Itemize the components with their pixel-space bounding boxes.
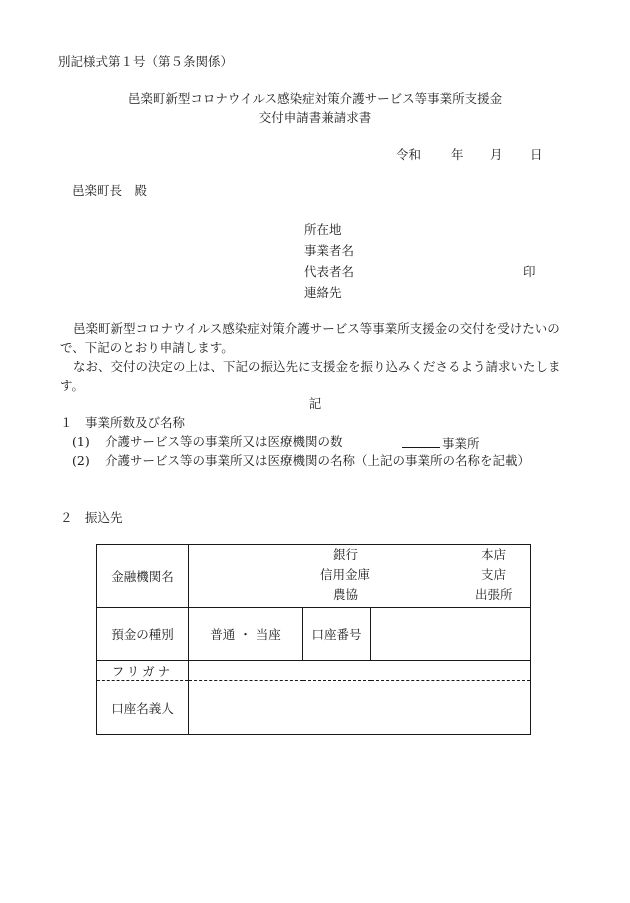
- account-type-label: 預金の種別: [97, 608, 189, 661]
- business-name-label: 事業者名: [304, 243, 355, 258]
- bank-row: [97, 545, 531, 608]
- holder-label: 口座名義人: [97, 681, 189, 735]
- account-number-label: 口座番号: [303, 608, 371, 661]
- bank-name-cell[interactable]: [189, 545, 531, 608]
- address-label: 所在地: [304, 222, 342, 237]
- seal-label: 印: [523, 264, 536, 279]
- bank-type-stack: [189, 545, 530, 607]
- furigana-field[interactable]: [189, 661, 531, 681]
- bank-type-nokyo: 農協: [333, 587, 359, 602]
- section1-item1-count: [402, 436, 480, 451]
- section1-item2-text: 介護サービス等の事業所又は医療機関の名称（上記の事業所の名称を記載）: [105, 453, 531, 468]
- holder-field[interactable]: [189, 681, 531, 735]
- count-unit: 事業所: [442, 436, 480, 451]
- holder-row: [97, 681, 531, 735]
- contact-label: 連絡先: [304, 285, 342, 300]
- section1-item1-text: 介護サービス等の事業所又は医療機関の数: [105, 434, 343, 449]
- body-paragraph-1: 邑楽町新型コロナウイルス感染症対策介護サービス等事業所支援金の交付を受けたいので、下記のとおり申請します。: [60, 321, 560, 355]
- addressee: 邑楽町長 殿: [72, 183, 148, 198]
- section1-heading: １ 事業所数及び名称: [60, 415, 186, 430]
- furigana-row: [97, 661, 531, 681]
- title-line-2: 交付申請書兼請求書: [258, 110, 372, 125]
- branch-type-main: 本店: [481, 547, 507, 562]
- bank-type-bank: 銀行: [333, 547, 359, 562]
- date-year: 年: [451, 147, 464, 162]
- count-blank: [402, 436, 440, 448]
- section1-item1-number: (1): [72, 434, 90, 449]
- account-type-row: [97, 608, 531, 661]
- section2-heading: ２ 振込先: [60, 510, 123, 525]
- date-era: 令和: [396, 147, 422, 162]
- furigana-label: フリガナ: [97, 661, 189, 681]
- form-label: 別記様式第１号（第５条関係）: [58, 54, 234, 69]
- branch-type-sub: 出張所: [475, 587, 513, 602]
- representative-label: 代表者名: [304, 264, 355, 279]
- bank-label: 金融機関名: [97, 545, 189, 608]
- ki-heading: 記: [308, 396, 322, 411]
- bank-transfer-table: [96, 544, 531, 735]
- title-line-1: 邑楽町新型コロナウイルス感染症対策介護サービス等事業所支援金: [127, 91, 503, 106]
- section1-item2-number: (2): [72, 453, 90, 468]
- date-month: 月: [490, 147, 503, 162]
- account-type-options[interactable]: 普通 ・ 当座: [189, 608, 303, 661]
- date-day: 日: [530, 147, 543, 162]
- branch-type-branch: 支店: [481, 567, 507, 582]
- body-paragraph-2: なお、交付の決定の上は、下記の振込先に支援金を振り込みくださるよう請求いたします。: [60, 359, 561, 393]
- bank-type-shinkin: 信用金庫: [320, 567, 371, 582]
- account-number-field[interactable]: [371, 608, 531, 661]
